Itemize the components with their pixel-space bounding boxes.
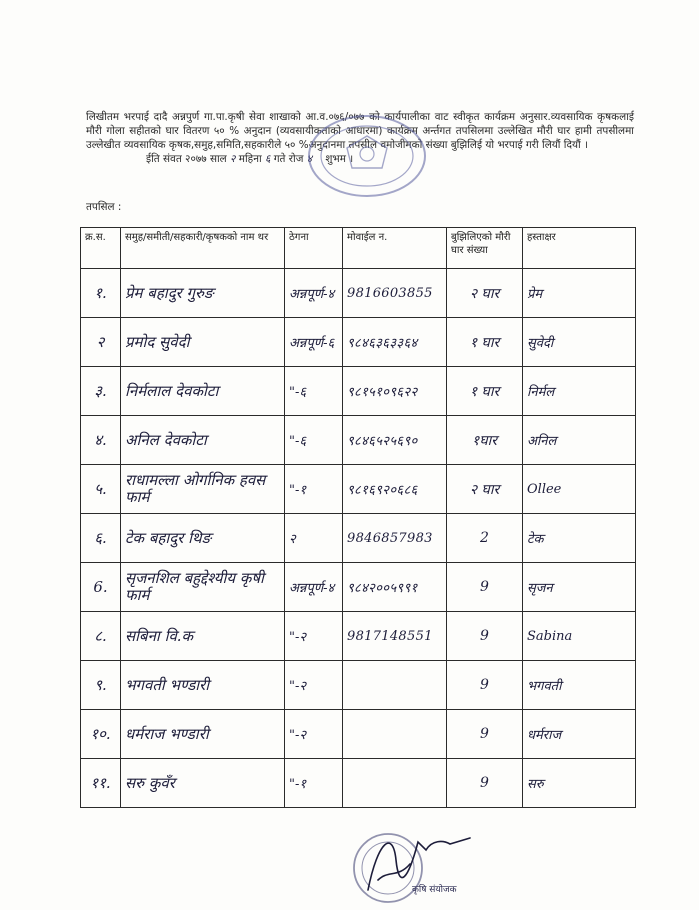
row-name: टेक बहादुर थिङ [121, 514, 285, 563]
date-prefix: ईति संवत २०७७ साल [146, 153, 227, 165]
row-count: १घार [447, 416, 523, 465]
row-sn: ८. [81, 612, 121, 661]
table-row [81, 612, 636, 661]
row-count: 9 [447, 661, 523, 710]
row-sn: ९. [81, 661, 121, 710]
row-name: अनिल देवकोटा [121, 416, 285, 465]
row-name: राधामल्ला ओर्गानिक हवस फार्म [121, 465, 285, 514]
row-sn: २ [81, 318, 121, 367]
row-signature: सरु [523, 759, 636, 808]
row-address: "-१ [285, 465, 343, 514]
row-sn: ४. [81, 416, 121, 465]
row-address: "-६ [285, 367, 343, 416]
header-name: समुह/समीती/सहकारी/कृषकको नाम थर [121, 228, 285, 269]
header-mobile: मोवाईल न. [343, 228, 447, 269]
date-weekday-value: ४ [306, 153, 313, 165]
row-signature: सुवेदी [523, 318, 636, 367]
date-month-label: महिना [238, 153, 262, 165]
row-count: १ घार [447, 367, 523, 416]
officer-signature [348, 820, 478, 906]
row-sn: ११. [81, 759, 121, 808]
row-signature: अनिल [523, 416, 636, 465]
row-signature: निर्मल [523, 367, 636, 416]
row-sn: ६. [81, 514, 121, 563]
row-address: २ [285, 514, 343, 563]
intro-paragraph: लिखीतम भरपाई दादै अन्नपुर्ण गा.पा.कृषी सेवा शाखाको आ.व.०७६/०७७ को कार्यपालीका वाट स्वीकृत कार्यक्रम अनुसार.व्यवसायिक कृषकलाई मौरी गोला सहीतको घार वितरण ५० % अनुदान (व्यवसायीकताको आधारमा) कार्यक्रम अर्न्तगत तपसिलमा उल्लेखित मौरी घार हामी तपसीलमा उल्लेखीत व्यवसायिक कृषक,समुह,समिति,सहकारीले ५० %अनुदानमा तपसील वमोजीमको संख्या बुझिलिई यो भरपाई गरी लियौं दियौं । [86, 111, 634, 151]
row-mobile: ९८४६५२५६९० [343, 416, 447, 465]
row-mobile: 9816603855 [343, 269, 447, 318]
table-row [81, 318, 636, 367]
tapsil-label: तपसिल : [86, 201, 122, 213]
row-count: 9 [447, 710, 523, 759]
row-sn: ५. [81, 465, 121, 514]
row-name: सरु कुवँर [121, 759, 285, 808]
row-name: भगवती भण्डारी [121, 661, 285, 710]
officer-title: कृषि संयोजक [412, 885, 457, 895]
row-signature: धर्मराज [523, 710, 636, 759]
row-address: "-१ [285, 759, 343, 808]
row-count: 2 [447, 514, 523, 563]
row-address: "-६ [285, 416, 343, 465]
row-name: निर्मलाल देवकोटा [121, 367, 285, 416]
row-mobile [343, 759, 447, 808]
row-sn: 6. [81, 563, 121, 612]
row-name: सबिना वि.क [121, 612, 285, 661]
official-stamp [302, 108, 432, 204]
table-row [81, 563, 636, 612]
row-name: प्रमोद सुवेदी [121, 318, 285, 367]
row-count: 9 [447, 563, 523, 612]
row-address: अन्नपूर्ण-६ [285, 318, 343, 367]
row-mobile: ९८१६९२०६८६ [343, 465, 447, 514]
row-sn: १०. [81, 710, 121, 759]
table-row [81, 514, 636, 563]
row-count: 9 [447, 612, 523, 661]
row-name: धर्मराज भण्डारी [121, 710, 285, 759]
table-row [81, 416, 636, 465]
row-mobile: ९८४२००५९९१ [343, 563, 447, 612]
header-sn: क्र.स. [81, 228, 121, 269]
row-sn: १. [81, 269, 121, 318]
table-row [81, 465, 636, 514]
row-address: अन्नपूर्ण-४ [285, 563, 343, 612]
row-mobile: 9846857983 [343, 514, 447, 563]
row-address: "-२ [285, 612, 343, 661]
row-count: २ घार [447, 269, 523, 318]
row-address: "-२ [285, 661, 343, 710]
row-sn: ३. [81, 367, 121, 416]
table-row [81, 269, 636, 318]
row-signature: सृजन [523, 563, 636, 612]
date-day-value: ६ [264, 153, 271, 165]
row-signature: Ollee [523, 465, 636, 514]
row-mobile: 9817148551 [343, 612, 447, 661]
header-signature: हस्ताक्षर [523, 228, 636, 269]
date-day-label: गते रोज [273, 153, 304, 165]
row-mobile [343, 661, 447, 710]
table-row [81, 661, 636, 710]
date-month-value: २ [230, 153, 236, 165]
row-name: प्रेम बहादुर गुरुङ [121, 269, 285, 318]
table-row [81, 710, 636, 759]
table-header-row [81, 228, 636, 269]
row-mobile [343, 710, 447, 759]
row-address: "-२ [285, 710, 343, 759]
row-address: अन्नपूर्ण-४ [285, 269, 343, 318]
row-signature: भगवती [523, 661, 636, 710]
row-signature: प्रेम [523, 269, 636, 318]
row-count: 9 [447, 759, 523, 808]
header-address: ठेगना [285, 228, 343, 269]
row-mobile: ९८१५१०९६२२ [343, 367, 447, 416]
beneficiary-table [80, 227, 636, 808]
table-row [81, 759, 636, 808]
table-row [81, 367, 636, 416]
date-suffix: शुभम । [325, 153, 354, 165]
row-name: सृजनशिल बहुद्देश्यीय कृषी फार्म [121, 563, 285, 612]
row-count: २ घार [447, 465, 523, 514]
row-count: १ घार [447, 318, 523, 367]
header-count: बुझिलिएको मौरी घार संख्या [447, 228, 523, 269]
row-signature: Sabina [523, 612, 636, 661]
row-signature: टेक [523, 514, 636, 563]
row-mobile: ९८४६३६३३६४ [343, 318, 447, 367]
